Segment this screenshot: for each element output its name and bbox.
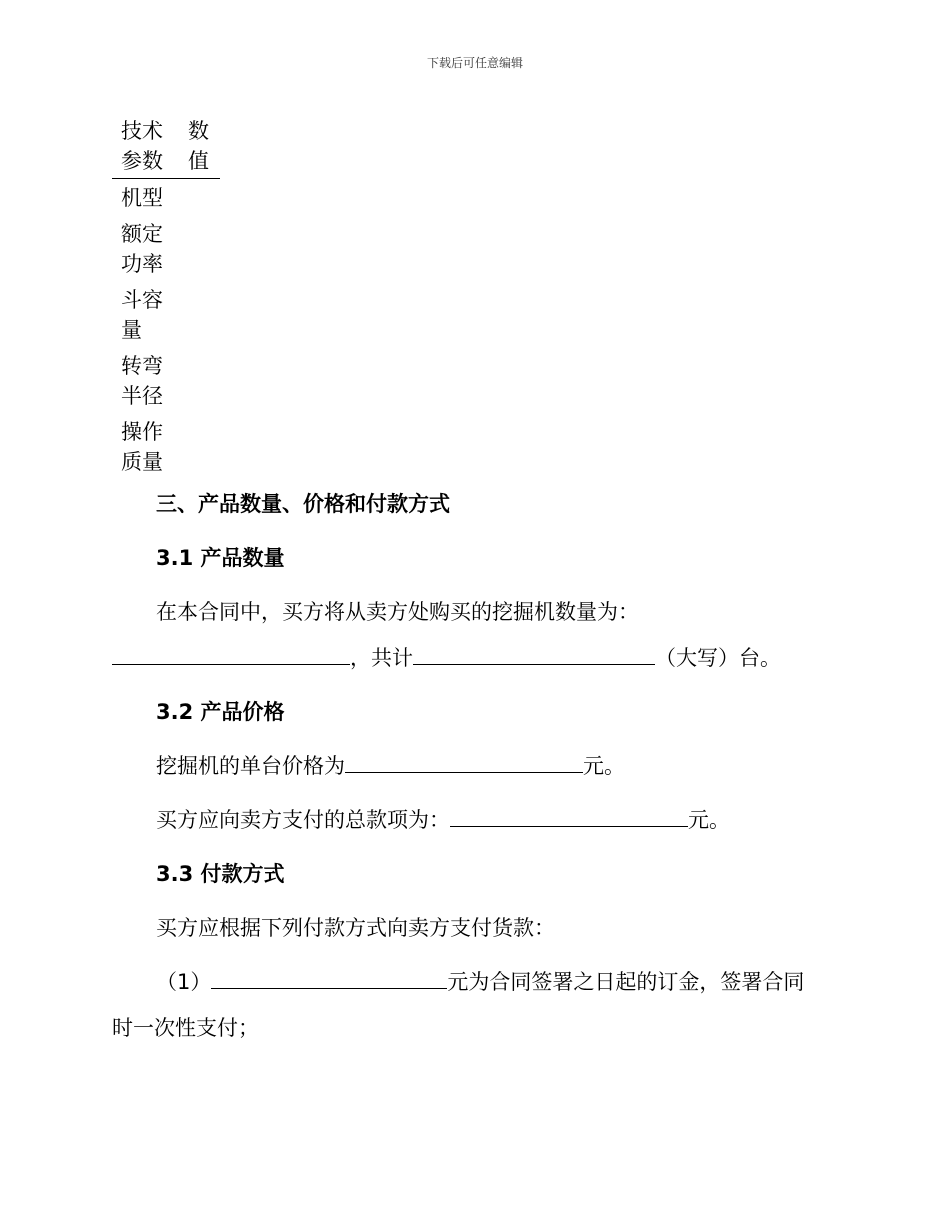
table-row bbox=[112, 215, 220, 281]
param-cell: 额定功率 bbox=[121, 222, 163, 276]
payment-item-1 bbox=[156, 967, 804, 997]
param-cell: 斗容量 bbox=[121, 288, 163, 342]
column-header-value: 数值 bbox=[176, 116, 220, 179]
value-cell bbox=[176, 281, 220, 347]
unit-price-line bbox=[156, 751, 625, 781]
unit-price-suffix: 元。 bbox=[583, 754, 625, 778]
param-cell: 机型 bbox=[121, 186, 163, 210]
param-cell: 转弯半径 bbox=[121, 354, 163, 408]
technical-parameters-table bbox=[112, 116, 220, 479]
column-header-param: 技术参数 bbox=[112, 116, 176, 179]
value-cell bbox=[176, 215, 220, 281]
payment-intro: 买方应根据下列付款方式向卖方支付货款： bbox=[156, 916, 555, 940]
total-price-blank[interactable] bbox=[450, 805, 688, 827]
payment-item-1-suffix: 元为合同签署之日起的订金，签署合同 bbox=[447, 970, 805, 994]
quantity-mid-text: ，共计 bbox=[350, 646, 413, 670]
value-cell bbox=[176, 347, 220, 413]
value-cell bbox=[176, 179, 220, 216]
section-3-1-title: 3.1 产品数量 bbox=[156, 546, 285, 570]
payment-item-1-prefix: （1） bbox=[156, 970, 212, 994]
unit-price-prefix: 挖掘机的单台价格为 bbox=[156, 754, 345, 778]
section-3-title: 三、产品数量、价格和付款方式 bbox=[156, 492, 450, 516]
total-price-suffix: 元。 bbox=[688, 808, 730, 832]
total-price-prefix: 买方应向卖方支付的总款项为： bbox=[156, 808, 450, 832]
param-cell: 操作质量 bbox=[121, 420, 163, 474]
quantity-blank[interactable] bbox=[112, 643, 350, 665]
table-row bbox=[112, 413, 220, 479]
table-row bbox=[112, 281, 220, 347]
table-header-row bbox=[112, 116, 220, 179]
quantity-fill-line bbox=[112, 643, 781, 673]
section-3-3-title: 3.3 付款方式 bbox=[156, 862, 285, 886]
deposit-blank[interactable] bbox=[211, 967, 447, 989]
quantity-statement: 在本合同中，买方将从卖方处购买的挖掘机数量为： bbox=[156, 600, 639, 624]
unit-price-blank[interactable] bbox=[345, 751, 583, 773]
quantity-end-text: （大写）台。 bbox=[655, 646, 781, 670]
quantity-uppercase-blank[interactable] bbox=[413, 643, 655, 665]
value-cell bbox=[176, 413, 220, 479]
section-3-2-title: 3.2 产品价格 bbox=[156, 700, 285, 724]
table-row bbox=[112, 347, 220, 413]
page-header: 下载后可任意编辑 bbox=[426, 56, 523, 70]
total-price-line bbox=[156, 805, 730, 835]
payment-item-1-continued: 时一次性支付； bbox=[112, 1016, 259, 1040]
table-row bbox=[112, 179, 220, 216]
